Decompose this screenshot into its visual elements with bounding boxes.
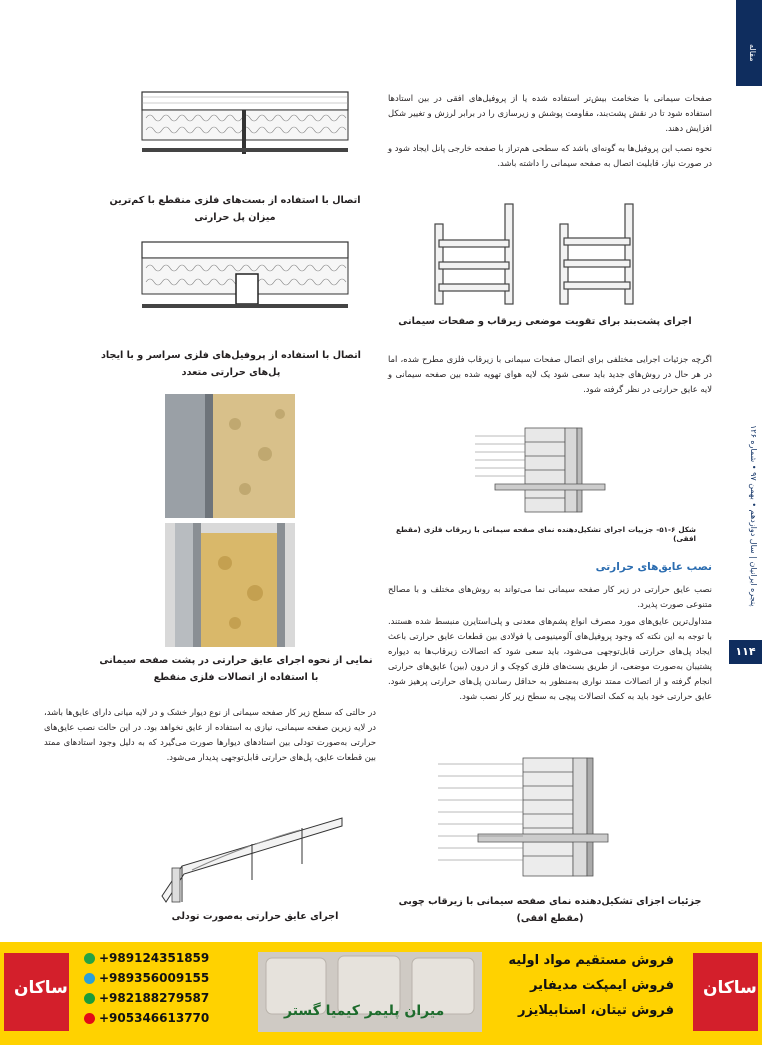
page-number: ۱۱۴	[729, 640, 762, 664]
fig1-caption: اجرای پشت‌بند برای تقویت موضعی زیرقاب و صفحات سیمانی	[398, 316, 692, 327]
magazine-info: پنجره ایرانیان | سال دوازدهم • بهمن ۹۷ • شماره ۱۲۶	[749, 425, 758, 607]
paragraph-3: اگرچه جزئیات اجرایی مختلفی برای اتصال صفحات سیمانی با زیرقاب فلزی مطرح شده، اما در هر حال در روش‌های جدید باید سعی شود یک لایه هوای تهویه شده بین صفحه سیمانی و لایه عایق حرارتی در نظر گرفته شود.	[388, 354, 712, 394]
insulation-photo-1	[165, 394, 295, 518]
section-label: مقاله	[748, 44, 757, 62]
section-title: نصب عایق‌های حرارتی	[595, 561, 712, 573]
section-tab	[736, 0, 762, 86]
telegram-icon	[84, 973, 95, 984]
backing-frame-figure	[425, 194, 655, 308]
ad-phone-4: +905346613770	[84, 1011, 209, 1025]
fig-c-caption: نمایی از نحوه اجرای عایق حرارتی در پشت صفحه سیمانی با استفاده از اتصالات فلزی منقطع	[99, 655, 373, 683]
paragraph-5: متداول‌ترین عایق‌های مورد مصرف انواع پشم‌های معدنی و پلی‌استایرن منبسط شده هستند. با توجه به این نکته که وجود پروفیل‌های آلومینیومی یا فولادی بین قطعات عایق حرارتی باعث ایجاد پل‌های حرارتی قابل‌توجهی می‌شود، باید سعی شود که اتصالات زیرقاب‌ها به دیواره پشتیبان به‌صورت موضعی، از طریق بست‌های فلزی کوچک و از درون (بین) عایق‌های حرارتی انجام گرفته و از اتصالات ممتد نواری به‌منظور به حداقل رساندن پل‌های حرارتی پرهیز شود. عایق حرارتی خود باید به کمک اتصالات پیچی به سطح زیر کار نصب شود.	[388, 616, 712, 701]
left-paragraph: در حالتی که سطح زیر کار صفحه سیمانی از نوع دیوار خشک و در لایه میانی دارای عایق‌ها باشد، در لایه زیرین صفحه سیمانی، نیازی به استفاده از عایق نخواهد بود. در این حالت نصب عایق‌های حرارتی به‌صورت تودلی بین استادهای دیوارها صورت می‌گیرد که به دلیل وجود استادهای ممتد بین قطعات عایق، پل‌های حرارتی قابل‌توجهی پدیدار می‌شود.	[44, 707, 376, 762]
iran-flag-icon	[84, 993, 95, 1004]
continuous-profiles-section-figure	[138, 238, 353, 320]
intro-paragraph: صفحات سیمانی با ضخامت بیش‌تر استفاده شده یا از پروفیل‌های افقی در بین استادها استفاده شود تا در نقش پشت‌بند، مقاومت پوشش و زیرسازی را در برابر لرزش و تغییر شکل افزایش دهند.	[388, 93, 712, 133]
paragraph-4: نصب عایق حرارتی در زیر کار صفحه سیمانی نما می‌تواند به روش‌های مختلف و با مصالح متنوعی صورت پذیرد.	[388, 584, 712, 609]
ad-line-2: فروش ایمپکت مدیفایر	[530, 978, 674, 993]
paragraph-2: نحوه نصب این پروفیل‌ها به گونه‌ای باشد که سطحی هم‌تراز با صفحه خارجی پانل ایجاد شود و در صورت نیاز، قابلیت اتصال به صفحه سیمانی را داشته باشد.	[388, 143, 712, 168]
ad-brand-left-text: ساکان	[14, 978, 68, 998]
ad-phone-3: +982188279587	[84, 991, 209, 1005]
ad-phone-2: +989356009155	[84, 971, 209, 985]
fig2-caption: شکل ۶-۵۱- جزییات اجرای تشکیل‌دهنده نمای صفحه سیمانی با زیرقاب فلزی (مقطع افقی)	[396, 525, 696, 543]
ad-brand-right-text: ساکان	[703, 978, 757, 998]
turkey-flag-icon	[84, 1013, 95, 1024]
infill-insulation-figure	[152, 806, 362, 908]
page-sidebar	[736, 0, 762, 680]
fig-a-caption: اتصال با استفاده از بست‌های فلزی منقطع با کم‌ترین میزان پل حرارتی	[109, 195, 361, 223]
ad-line-3: فروش تیتان، استابیلایزر	[517, 1003, 674, 1018]
insulation-photo-2	[165, 523, 295, 647]
discrete-clips-section-figure	[138, 88, 353, 168]
ad-photo-text: میران پلیمر کیمیا گستر	[284, 1003, 445, 1019]
fig-d-caption: اجرای عایق حرارتی به‌صورت تودلی	[171, 911, 339, 922]
metal-subframe-detail-figure	[455, 422, 630, 515]
ad-line-1: فروش مستقیم مواد اولیه	[508, 953, 674, 968]
ad-product-photo	[258, 952, 482, 1032]
whatsapp-icon	[84, 953, 95, 964]
fig3-caption: جزئیات اجزای تشکیل‌دهنده نمای صفحه سیمانی با زیرقاب چوبی (مقطع افقی)	[398, 896, 702, 924]
fig-b-caption: اتصال با استفاده از پروفیل‌های فلزی سراسر و با ایجاد پل‌های حرارتی متعدد	[101, 350, 361, 378]
ad-phone-1: +989124351859	[84, 951, 209, 965]
wood-subframe-detail-figure	[428, 754, 628, 880]
